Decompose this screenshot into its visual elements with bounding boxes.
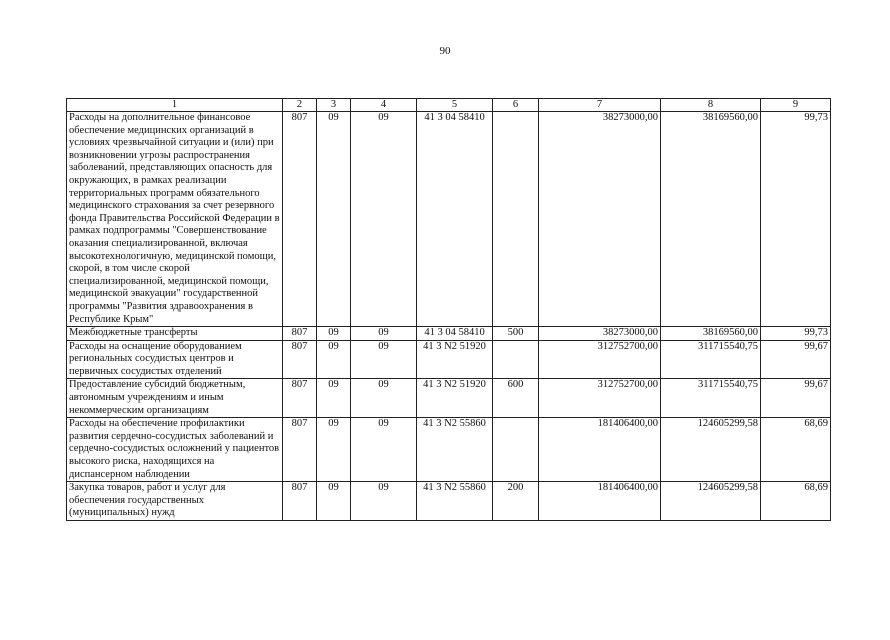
cell-c7: 38273000,00: [539, 112, 661, 327]
col-header-3: 3: [317, 99, 351, 112]
cell-c9: 99,67: [761, 379, 831, 418]
cell-c8: 311715540,75: [661, 379, 761, 418]
cell-c2: 807: [283, 340, 317, 379]
cell-c6: [493, 112, 539, 327]
header-row: [67, 99, 831, 112]
row-name: Расходы на обеспечение профилактики развития сердечно-сосудистых заболеваний и сердечно-сосудистых осложнений у пациентов высокого риска, находящихся на диспансерном наблюдении: [67, 418, 283, 482]
cell-c3: 09: [317, 327, 351, 341]
table-row: [67, 482, 831, 521]
cell-c3: 09: [317, 340, 351, 379]
cell-c6: 600: [493, 379, 539, 418]
cell-c6: [493, 418, 539, 482]
col-header-6: 6: [493, 99, 539, 112]
cell-c7: 38273000,00: [539, 327, 661, 341]
table-row: [67, 340, 831, 379]
cell-c2: 807: [283, 112, 317, 327]
cell-c5: 41 3 N2 55860: [417, 418, 493, 482]
cell-c2: 807: [283, 379, 317, 418]
cell-c7: 181406400,00: [539, 418, 661, 482]
cell-c3: 09: [317, 112, 351, 327]
cell-c2: 807: [283, 327, 317, 341]
col-header-8: 8: [661, 99, 761, 112]
col-header-4: 4: [351, 99, 417, 112]
cell-c6: 200: [493, 482, 539, 521]
cell-c8: 311715540,75: [661, 340, 761, 379]
cell-c8: 38169560,00: [661, 112, 761, 327]
cell-c2: 807: [283, 482, 317, 521]
cell-c2: 807: [283, 418, 317, 482]
col-header-1: 1: [67, 99, 283, 112]
cell-c9: 99,73: [761, 112, 831, 327]
table-row: [67, 327, 831, 341]
col-header-9: 9: [761, 99, 831, 112]
cell-c8: 38169560,00: [661, 327, 761, 341]
cell-c7: 312752700,00: [539, 340, 661, 379]
cell-c6: 500: [493, 327, 539, 341]
col-header-5: 5: [417, 99, 493, 112]
budget-table: [66, 98, 831, 521]
cell-c5: 41 3 04 58410: [417, 327, 493, 341]
cell-c3: 09: [317, 379, 351, 418]
col-header-2: 2: [283, 99, 317, 112]
cell-c9: 68,69: [761, 482, 831, 521]
cell-c7: 181406400,00: [539, 482, 661, 521]
cell-c3: 09: [317, 418, 351, 482]
row-name: Расходы на оснащение оборудованием региональных сосудистых центров и первичных сосудистых отделений: [67, 340, 283, 379]
cell-c5: 41 3 N2 55860: [417, 482, 493, 521]
cell-c7: 312752700,00: [539, 379, 661, 418]
cell-c4: 09: [351, 112, 417, 327]
cell-c5: 41 3 N2 51920: [417, 379, 493, 418]
cell-c5: 41 3 N2 51920: [417, 340, 493, 379]
cell-c9: 68,69: [761, 418, 831, 482]
row-name: Расходы на дополнительное финансовое обеспечение медицинских организаций в условиях чрезвычайной ситуации и (или) при возникновении угрозы распространения заболеваний, представляющих опасность для окружающих, в рамках реализации территориальных программ обязательного медицинского страхования за счет резервного фонда Правительства Российской Федерации в рамках подпрограммы "Совершенствование оказания специализированной, включая высокотехнологичную, медицинской помощи, скорой, в том числе скорой специализированной, медицинской помощи, медицинской эвакуации" государственной программы "Развития здравоохранения в Республике Крым": [67, 112, 283, 327]
cell-c4: 09: [351, 340, 417, 379]
col-header-7: 7: [539, 99, 661, 112]
page-number: 90: [439, 45, 451, 57]
cell-c4: 09: [351, 327, 417, 341]
row-name: Закупка товаров, работ и услуг для обеспечения государственных (муниципальных) нужд: [67, 482, 283, 521]
cell-c4: 09: [351, 482, 417, 521]
table-row: [67, 112, 831, 327]
cell-c6: [493, 340, 539, 379]
table-row: [67, 379, 831, 418]
cell-c3: 09: [317, 482, 351, 521]
cell-c9: 99,73: [761, 327, 831, 341]
row-name: Предоставление субсидий бюджетным, автономным учреждениям и иным некоммерческим организациям: [67, 379, 283, 418]
cell-c4: 09: [351, 379, 417, 418]
row-name: Межбюджетные трансферты: [67, 327, 283, 341]
cell-c8: 124605299,58: [661, 482, 761, 521]
cell-c4: 09: [351, 418, 417, 482]
cell-c5: 41 3 04 58410: [417, 112, 493, 327]
table-row: [67, 418, 831, 482]
cell-c8: 124605299,58: [661, 418, 761, 482]
cell-c9: 99,67: [761, 340, 831, 379]
